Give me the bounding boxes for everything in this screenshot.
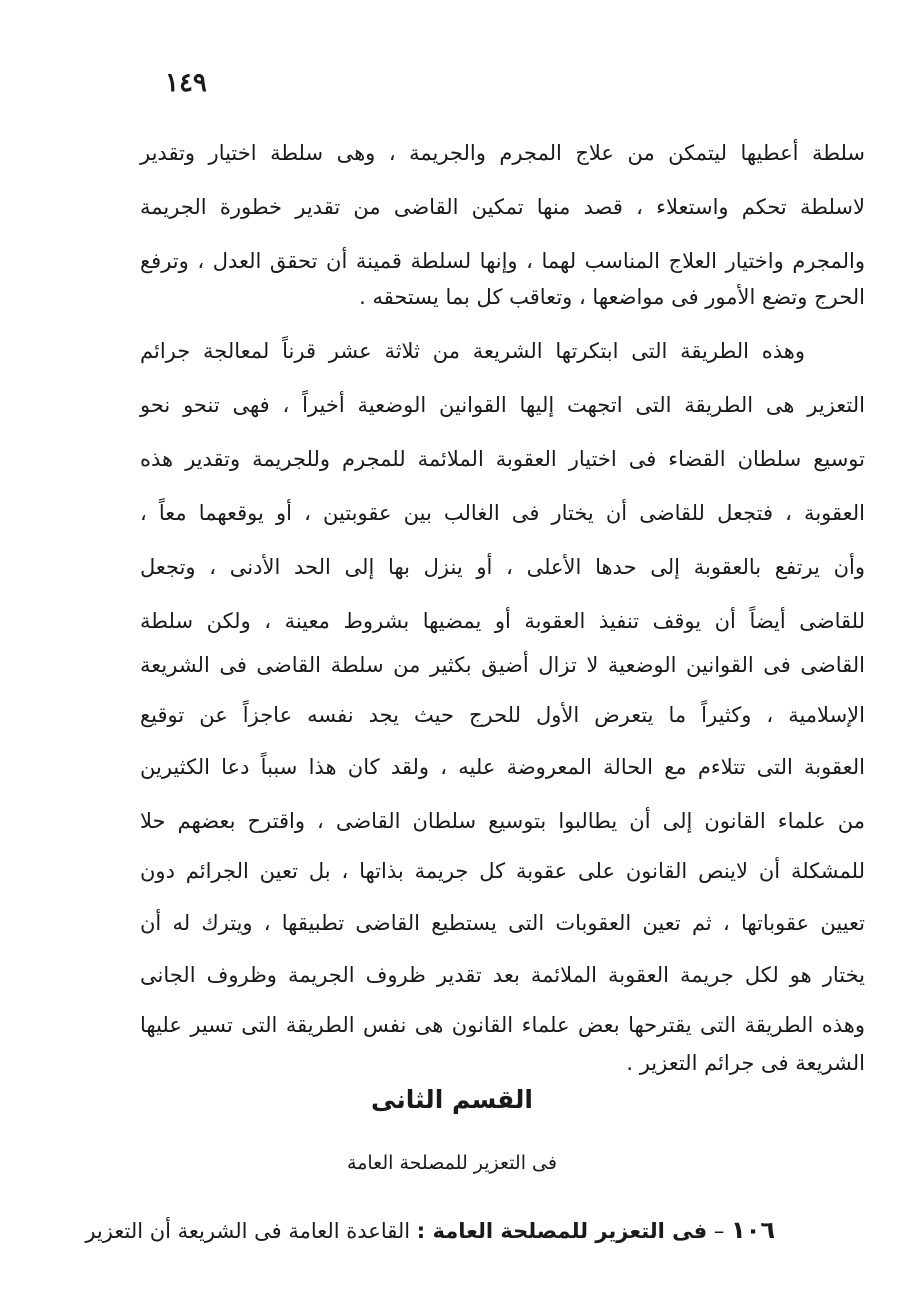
text-line: تعيين عقوباتها ، ثم تعين العقوبات التى يستطيع القاضى تطبيقها ، ويترك له أن — [140, 911, 865, 935]
text-line: القاضى فى القوانين الوضعية لا تزال أضيق بكثير من سلطة القاضى فى الشريعة — [140, 653, 865, 677]
text-line: الحرج وتضع الأمور فى مواضعها ، وتعاقب كل بما يستحقه . — [359, 285, 865, 309]
item-dash: – — [713, 1219, 725, 1243]
item-text: القاعدة العامة فى الشريعة أن التعزير — [85, 1219, 411, 1243]
text-line: يختار هو لكل جريمة العقوبة الملائمة بعد تقدير ظروف الجريمة وظروف الجانى — [140, 963, 865, 987]
section-title: القسم الثانى — [371, 1085, 533, 1114]
page-number: ١٤٩ — [165, 68, 207, 98]
text-line: العقوبة التى تتلاءم مع الحالة المعروضة عليه ، ولقد كان هذا سبباً دعا الكثيرين — [140, 755, 865, 779]
text-line: وأن يرتفع بالعقوبة إلى حدها الأعلى ، أو ينزل بها إلى الحد الأدنى ، وتجعل — [140, 555, 865, 579]
text-line: للقاضى أيضاً أن يوقف تنفيذ العقوبة أو يمضيها بشروط معينة ، ولكن سلطة — [140, 609, 865, 633]
item-number: ١٠٦ — [731, 1216, 775, 1244]
text-line: توسيع سلطان القضاء فى اختيار العقوبة الملائمة للمجرم وللجريمة وتقدير هذه — [140, 447, 865, 471]
text-line: من علماء القانون إلى أن يطالبوا بتوسيع سلطان القاضى ، واقترح بعضهم حلا — [140, 809, 865, 833]
text-line: سلطة أعطيها ليتمكن من علاج المجرم والجريمة ، وهى سلطة اختيار وتقدير — [140, 141, 865, 165]
item-heading — [85, 1205, 775, 1255]
section-subtitle: فى التعزير للمصلحة العامة — [347, 1152, 557, 1174]
text-line: للمشكلة أن لاينص القانون على عقوبة كل جريمة بذاتها ، بل تعين الجرائم دون — [140, 859, 865, 883]
text-line: الشريعة فى جرائم التعزير . — [626, 1051, 865, 1075]
item-subheading: فى التعزير للمصلحة العامة : — [416, 1219, 708, 1243]
text-line: والمجرم واختيار العلاج المناسب لهما ، وإنها لسلطة قمينة أن تحقق العدل ، وترفع — [140, 249, 865, 273]
text-line: التعزير هى الطريقة التى اتجهت إليها القوانين الوضعية أخيراً ، فهى تنحو نحو — [140, 393, 865, 417]
text-line: وهذه الطريقة التى يقترحها بعض علماء القانون هى نفس الطريقة التى تسير عليها — [140, 1013, 865, 1037]
text-line: الإسلامية ، وكثيراً ما يتعرض الأول للحرج حيث يجد نفسه عاجزاً عن توقيع — [140, 703, 865, 727]
text-line: العقوبة ، فتجعل للقاضى أن يختار فى الغالب بين عقوبتين ، أو يوقعهما معاً ، — [140, 501, 865, 525]
text-line: وهذه الطريقة التى ابتكرتها الشريعة من ثلاثة عشر قرناً لمعالجة جرائم — [140, 339, 805, 363]
text-line: لاسلطة تحكم واستعلاء ، قصد منها تمكين القاضى من تقدير خطورة الجريمة — [140, 195, 865, 219]
